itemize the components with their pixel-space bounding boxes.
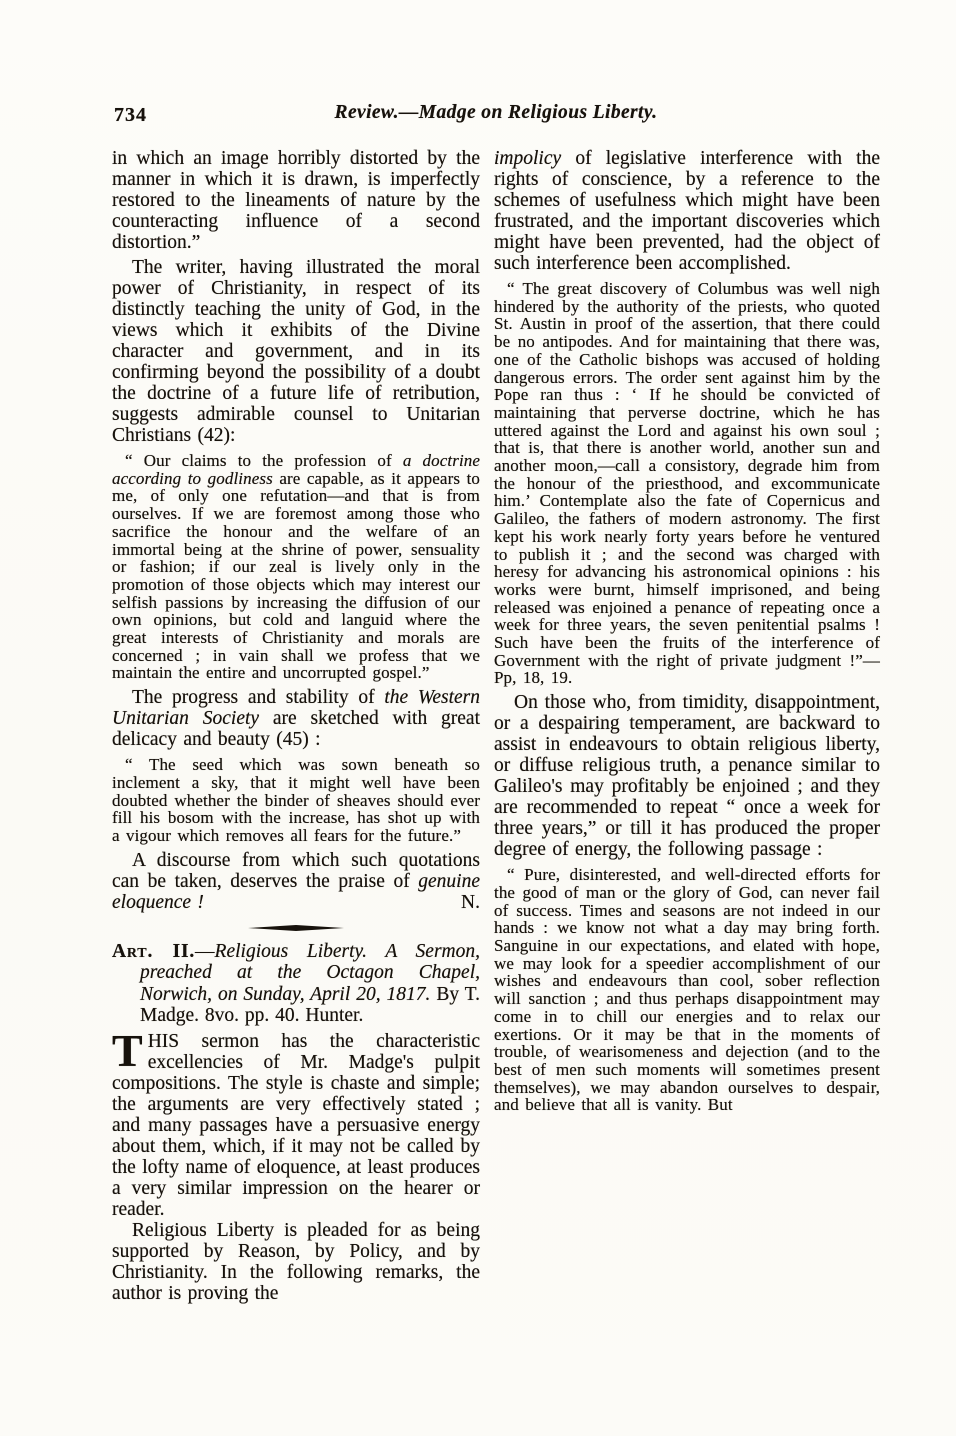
section-divider — [112, 924, 480, 932]
body-paragraph-impolicy: impolicy of legislative interference with the rights of conscience, by a reference to the schemes of usefulness which might have been frustrated, and the important discoveries which might have been prevented, had the object of such interference been accomplished. — [494, 148, 880, 274]
swelled-rule-icon — [248, 924, 344, 932]
right-column — [494, 148, 880, 1304]
article-heading: Art. II.—Religious Liberty. A Sermon, preached at the Octagon Chapel, Norwich, on Sunday, April 20, 1817. By T. Madge. 8vo. pp. 40. Hunter. — [112, 940, 480, 1027]
quoted-extract-seed: “ The seed which was sown beneath so inclement a sky, that it might well have been doubted whether the binder of sheaves should ever fill his bosom with the increase, has shot up with a vigour which removes all fears for the future.” — [112, 755, 480, 845]
body-paragraph-discourse: A discourse from which such quotations can be taken, deserves the praise of genuine eloquence ! N. — [112, 849, 480, 913]
page-header — [112, 102, 880, 134]
page-number: 734 — [114, 104, 147, 126]
running-title: Review.—Madge on Religious Liberty. — [334, 102, 658, 123]
quote-continuation-paragraph: in which an image horribly distorted by the manner in which it is drawn, is imperfectly restored to the lineaments of nature by the counteracting influence of a second distortion.” — [112, 148, 480, 253]
quoted-extract-our-claims: “ Our claims to the profession of a doctrine according to godliness are capable, as it appears to me, of only one refutation—and that is from ourselves. If we are foremost among those who sacrifice the honour and the welfare of an immortal being at the shrine of power, sensuality or fashion; if our zeal is lively only in the promotion of those objects which may interest our selfish passions by increasing the diffusion of our own opinions, but cold and languid where the great interests of Christianity and morals are concerned ; in vain shall we profess that we maintain the entire and uncorrupted gospel.” — [112, 451, 481, 683]
left-column — [112, 148, 480, 1304]
body-paragraph-progress: The progress and stability of the Western Unitarian Society are sketched with great delicacy and beauty (45) : — [112, 687, 480, 751]
body-paragraph-religious-liberty: Religious Liberty is pleaded for as being supported by Reason, by Policy, and by Christianity. In the following remarks, the author is proving the — [112, 1220, 480, 1305]
quoted-extract-columbus: “ The great discovery of Columbus was well nigh hindered by the authority of the priests, who quoted St. Austin in proof of the assertion, that there could be no antipodes. And for maintaining that there was, one of the Catholic bishops was accused of holding dangerous errors. The order sent against him by the Pope ran thus : ‘ If he should be convicted of maintaining that perverse doctrine, which he has uttered against the Lord and against his own soul ; that is, that there is another world, another sun and another moon,—call a consistory, degrade him from the honour of the priesthood, and excommunicate him.’ Contemplate also the fate of Copernicus and Galileo, the fathers of modern astronomy. The first kept his work nearly forty years before he ventured to publish it ; and the second was charged with heresy for advancing his astronomical opinions : his works were burnt, himself imprisoned, and being released was enjoined a penance of repeating once a week for three years, the seven penitential psalms ! Such have been the fruits of the interference of Government with the right of private judgment !”—Pp, 18, 19. — [494, 279, 880, 688]
body-paragraph-on-those-who: On those who, from timidity, disappointment, or a despairing temperament, are backward to assist in endeavours to obtain religious liberty, or diffuse religious truth, a penance similar to Galileo's may profitably be enjoined ; and they are recommended to repeat “ once a week for three years,” or till it has produced the proper degree of energy, the following passage : — [494, 692, 880, 861]
quoted-extract-pure-efforts: “ Pure, disinterested, and well-directed efforts for the good of man or the glory of God, can never fail of success. Times and seasons are not indeed in our hands : we know not what a day may bring forth. Sanguine in our expectations, and elated with hope, we may look for a speedier accomplishment of our wishes and endeavours than cool, sober reflection will sanction ; and thus perhaps disappointment may come in to chill our energies and to relax our exertions. Or it may be that in the moments of trouble, of wearisomeness and dejection (and to the best of men such moments will sometimes present themselves), we may abandon ourselves to despair, and believe that all is vanity. But — [494, 865, 880, 1115]
body-paragraph-writer: The writer, having illustrated the moral power of Christianity, in respect of its distinctly teaching the unity of God, in the views which it exhibits of the Divine character and government, and in its confirming beyond the possibility of a doubt the doctrine of a future life of retribution, suggests admirable counsel to Unitarian Christians (42): — [112, 257, 480, 446]
dropcap-paragraph-this-sermon: THIS sermon has the characteristic excellencies of Mr. Madge's pulpit compositions. The style is chaste and simple; the arguments are very effectively stated ; and many passages have a persuasive energy about them, which, if it may not be called by the lofty name of eloquence, at least produces a very similar impression on the hearer or reader. — [112, 1025, 480, 1221]
two-column-text — [112, 148, 880, 1304]
